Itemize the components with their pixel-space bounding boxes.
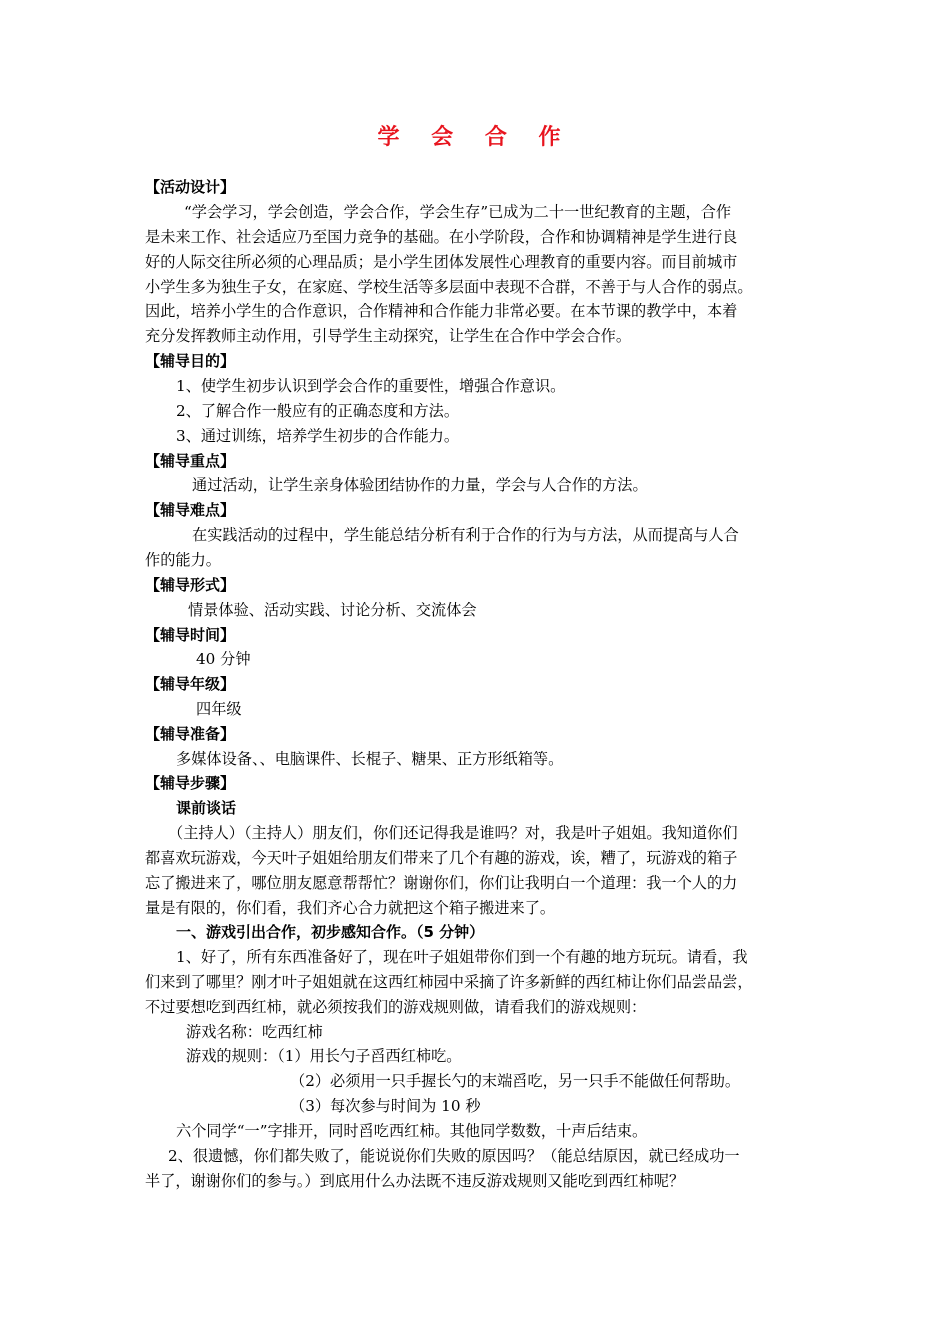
list-item: 2、了解合作一般应有的正确态度和方法。 xyxy=(176,402,460,420)
paragraph-line: 量是有限的，你们看，我们齐心合力就把这个箱子搬进来了。 xyxy=(145,899,556,917)
paragraph-line: 通过活动，让学生亲身体验团结协作的力量，学会与人合作的方法。 xyxy=(192,476,648,494)
paragraph-line: 40 分钟 xyxy=(196,650,251,668)
heading-preparation: 【辅导准备】 xyxy=(145,725,236,743)
paragraph-line: 充分发挥教师主动作用，引导学生主动探究，让学生在合作中学会合作。 xyxy=(145,327,631,345)
paragraph-line: 情景体验、活动实践、讨论分析、交流体会 xyxy=(188,601,477,619)
page-title: 学 会 合 作 xyxy=(377,125,573,150)
paragraph-line: 作的能力。 xyxy=(145,551,221,569)
paragraph-line: 都喜欢玩游戏，今天叶子姐姐给朋友们带来了几个有趣的游戏，诶，糟了，玩游戏的箱子 xyxy=(145,849,738,867)
paragraph-line: 好的人际交往所必须的心理品质；是小学生团体发展性心理教育的重要内容。而目前城市 xyxy=(145,253,738,271)
heading-goals: 【辅导目的】 xyxy=(145,352,236,370)
paragraph-line: 小学生多为独生子女，在家庭、学校生活等多层面中表现不合群，不善于与人合作的弱点。 xyxy=(145,278,753,296)
heading-time: 【辅导时间】 xyxy=(145,626,236,644)
list-item: 1、使学生初步认识到学会合作的重要性，增强合作意识。 xyxy=(176,377,566,395)
paragraph-line: 们来到了哪里？刚才叶子姐姐就在这西红柿园中采摘了许多新鲜的西红柿让你们品尝品尝， xyxy=(145,973,753,991)
paragraph-line: 多媒体设备、、电脑课件、长棍子、糖果、正方形纸箱等。 xyxy=(176,750,564,768)
paragraph-line: 在实践活动的过程中，学生能总结分析有利于合作的行为与方法，从而提高与人合 xyxy=(192,526,739,544)
heading-grade: 【辅导年级】 xyxy=(145,675,236,693)
paragraph-line: 1、好了，所有东西准备好了，现在叶子姐姐带你们到一个有趣的地方玩玩。请看，我 xyxy=(176,948,748,966)
paragraph-line: 六个同学“一”字排开，同时舀吃西红柿。其他同学数数，十声后结束。 xyxy=(176,1122,648,1140)
heading-steps: 【辅导步骤】 xyxy=(145,774,236,792)
paragraph-line: 不过要想吃到西红柿，就必须按我们的游戏规则做，请看我们的游戏规则： xyxy=(145,998,647,1016)
game-rule: （2）必须用一只手握长勺的末端舀吃，另一只手不能做任何帮助。 xyxy=(290,1072,741,1090)
paragraph-line: 四年级 xyxy=(196,700,242,718)
paragraph-line: 2、很遗憾，你们都失败了，能说说你们失败的原因吗？（能总结原因，就已经成功一 xyxy=(168,1147,740,1165)
heading-activity-design: 【活动设计】 xyxy=(145,178,236,196)
heading-key-point: 【辅导重点】 xyxy=(145,452,236,470)
paragraph-line: “学会学习，学会创造，学会合作，学会生存”已成为二十一世纪教育的主题，合作 xyxy=(184,203,732,221)
subheading-part-one: 一、游戏引出合作，初步感知合作。（5 分钟） xyxy=(176,923,485,941)
heading-form: 【辅导形式】 xyxy=(145,576,236,594)
list-item: 3、通过训练，培养学生初步的合作能力。 xyxy=(176,427,460,445)
subheading-pretalk: 课前谈话 xyxy=(176,799,237,817)
paragraph-line: 是未来工作、社会适应乃至国力竞争的基础。在小学阶段，合作和协调精神是学生进行良 xyxy=(145,228,738,246)
paragraph-line: 因此，培养小学生的合作意识，合作精神和合作能力非常必要。在本节课的教学中，本着 xyxy=(145,302,738,320)
game-name: 游戏名称：吃西红柿 xyxy=(186,1023,323,1041)
heading-difficulty: 【辅导难点】 xyxy=(145,501,236,519)
game-rule: 游戏的规则：（1）用长勺子舀西红柿吃。 xyxy=(186,1047,462,1065)
paragraph-line: （主持人）（主持人）朋友们，你们还记得我是谁吗？对，我是叶子姐姐。我知道你们 xyxy=(168,824,738,842)
paragraph-line: 半了，谢谢你们的参与。）到底用什么办法既不违反游戏规则又能吃到西红柿呢？ xyxy=(145,1172,685,1190)
paragraph-line: 忘了搬进来了，哪位朋友愿意帮帮忙？谢谢你们，你们让我明白一个道理：我一个人的力 xyxy=(145,874,738,892)
game-rule: （3）每次参与时间为 10 秒 xyxy=(290,1097,481,1115)
